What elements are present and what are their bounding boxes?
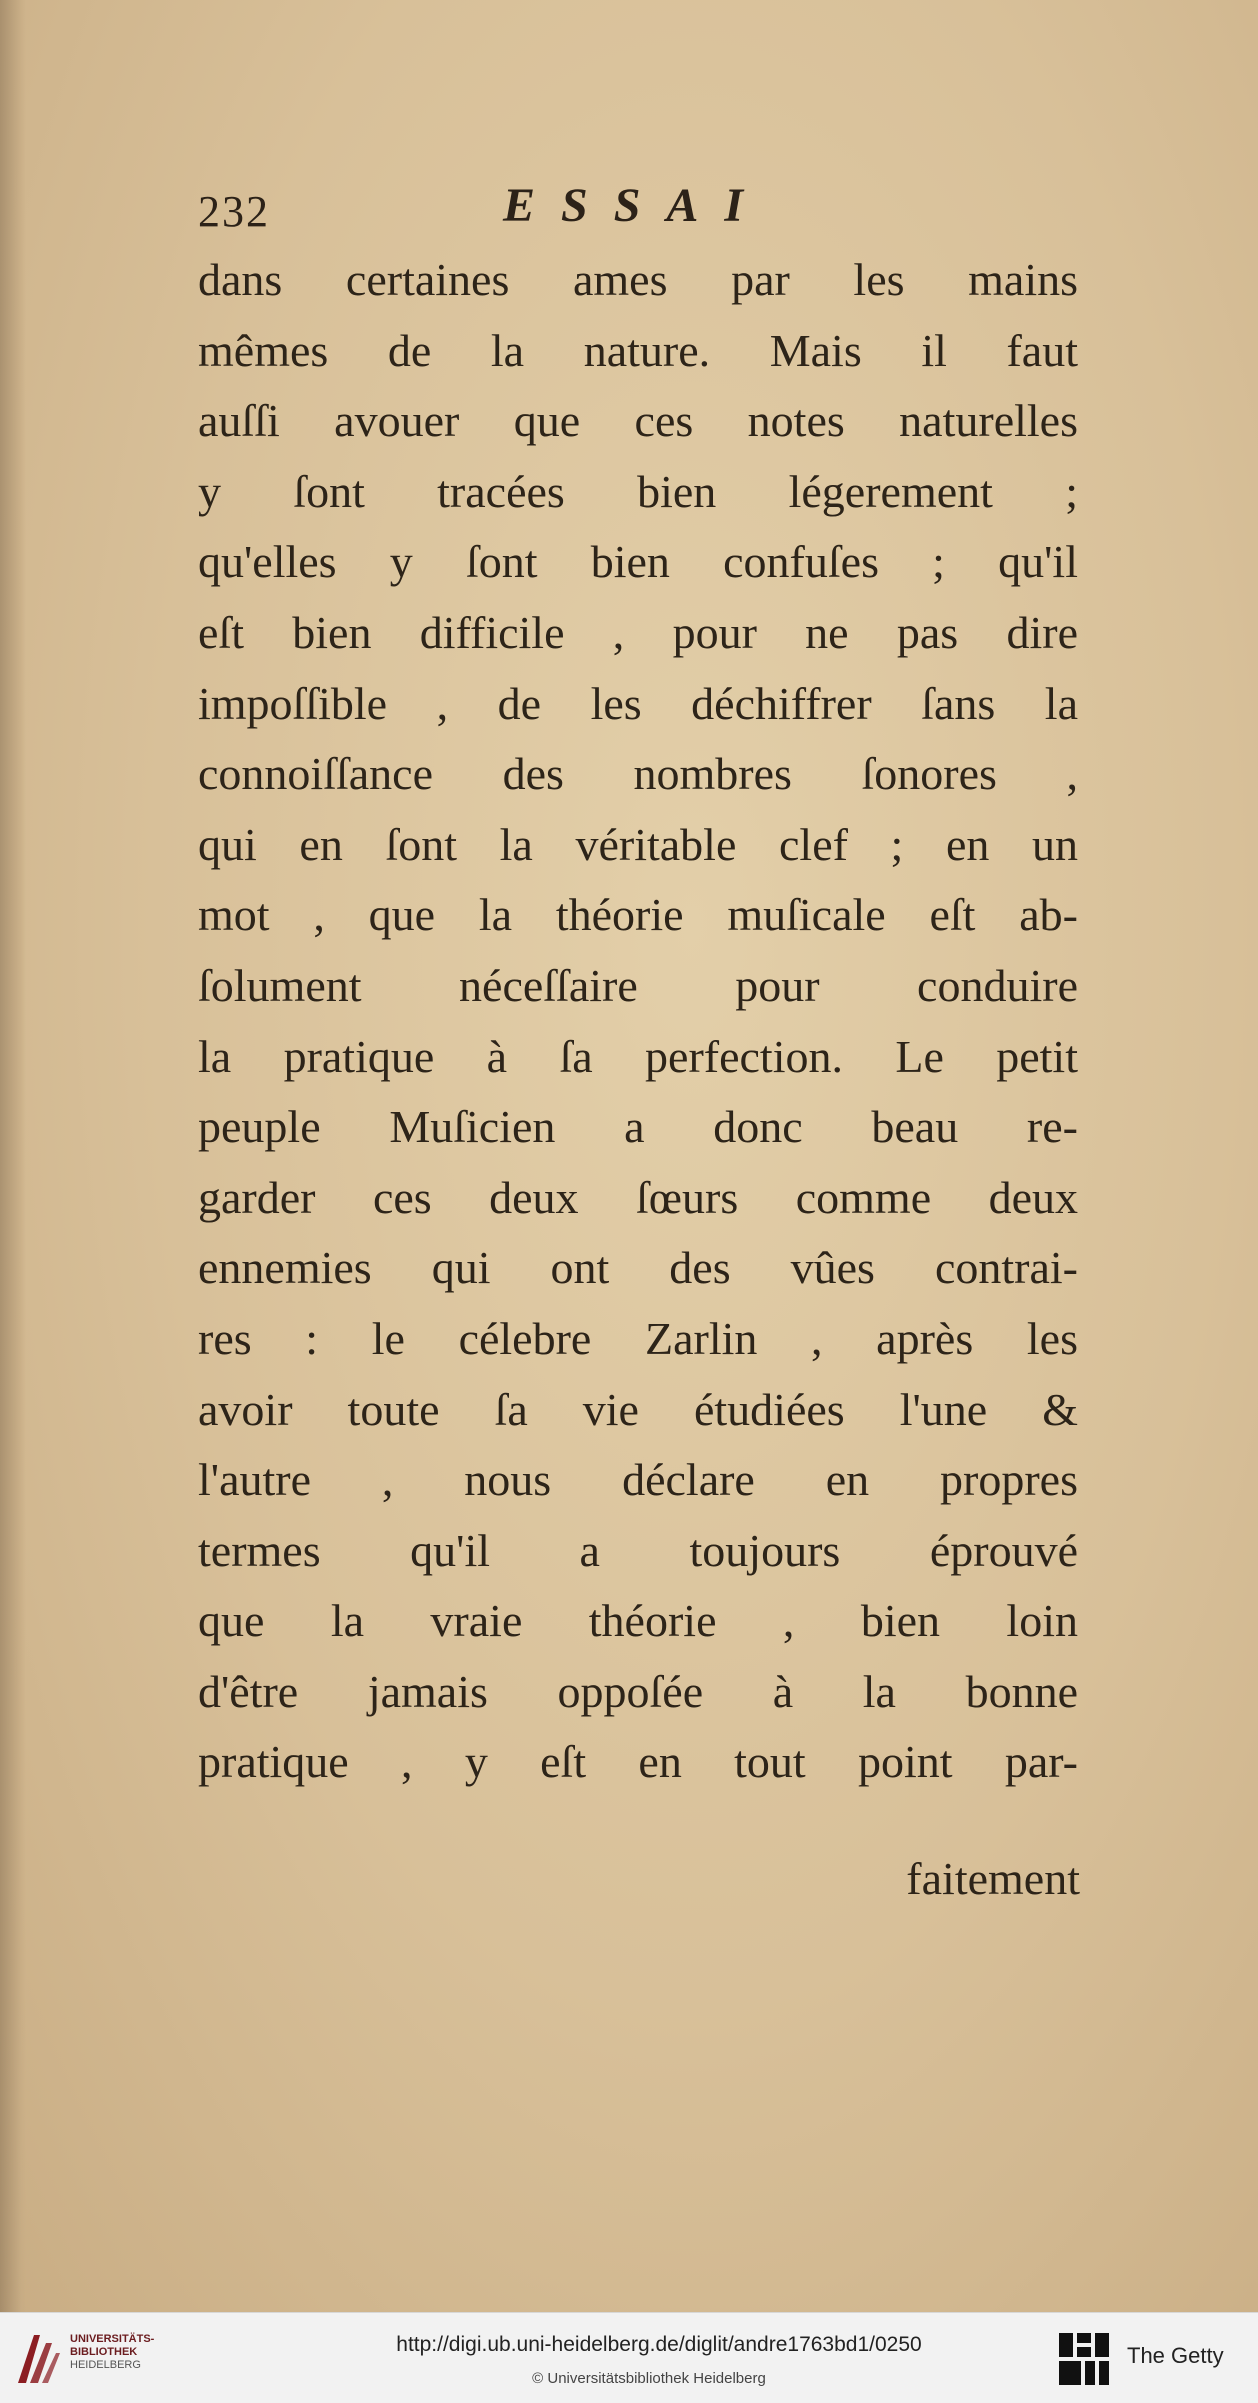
permalink-url[interactable]: http://digi.ub.uni-heidelberg.de/diglit/andre1763bd1/0250 xyxy=(396,2333,922,2356)
page-number: 232 xyxy=(198,187,270,236)
text-line: qu'elles y ſont bien confuſes ; qu'il xyxy=(198,536,1078,588)
text-line: mêmes de la nature. Mais il faut xyxy=(198,324,1078,376)
text-line: l'autre , nous déclare en propres xyxy=(198,1454,1078,1506)
text-line: y ſont tracées bien légerement ; xyxy=(198,465,1078,517)
text-line: la pratique à ſa perfection. Le petit xyxy=(198,1030,1078,1082)
page-header xyxy=(198,178,1098,248)
getty-logo-icon[interactable] xyxy=(1057,2331,1111,2387)
text-line: garder ces deux ſœurs comme deux xyxy=(198,1171,1078,1223)
text-line: ennemies qui ont des vûes contrai- xyxy=(198,1242,1078,1294)
text-line: que la vraie théorie , bien loin xyxy=(198,1595,1078,1647)
text-line: ſolument néceſſaire pour conduire xyxy=(198,959,1078,1011)
text-line: termes qu'il a toujours éprouvé xyxy=(198,1524,1078,1576)
footer-bar xyxy=(0,2312,1258,2403)
text-line: d'être jamais oppoſée à la bonne xyxy=(198,1665,1078,1717)
university-name: UNIVERSITÄTS- BIBLIOTHEK HEIDELBERG xyxy=(70,2333,155,2371)
running-title: ESSAI xyxy=(503,179,770,232)
catchword: faitement xyxy=(906,1853,1080,1904)
text-line: avoir toute ſa vie étudiées l'une & xyxy=(198,1383,1078,1435)
text-line: auſſi avouer que ces notes naturelles xyxy=(198,395,1078,447)
text-line: res : le célebre Zarlin , après les xyxy=(198,1312,1078,1364)
text-line: qui en ſont la véritable clef ; en un xyxy=(198,818,1078,870)
text-line: peuple Muſicien a donc beau re- xyxy=(198,1101,1078,1153)
text-line: eſt bien difficile , pour ne pas dire xyxy=(198,606,1078,658)
text-line: connoiſſance des nombres ſonores , xyxy=(198,748,1078,800)
copyright-notice: © Universitätsbibliothek Heidelberg xyxy=(532,2370,766,2387)
text-line: dans certaines ames par les mains xyxy=(198,254,1078,305)
partner-name: The Getty xyxy=(1127,2343,1224,2368)
page-gutter-shadow xyxy=(0,0,26,2312)
text-line: mot , que la théorie muſicale eſt ab- xyxy=(198,889,1078,941)
text-line: pratique , y eſt en tout point par- xyxy=(198,1736,1078,1788)
text-line: impoſſible , de les déchiffrer ſans la xyxy=(198,677,1078,729)
body-text xyxy=(198,245,1078,1798)
